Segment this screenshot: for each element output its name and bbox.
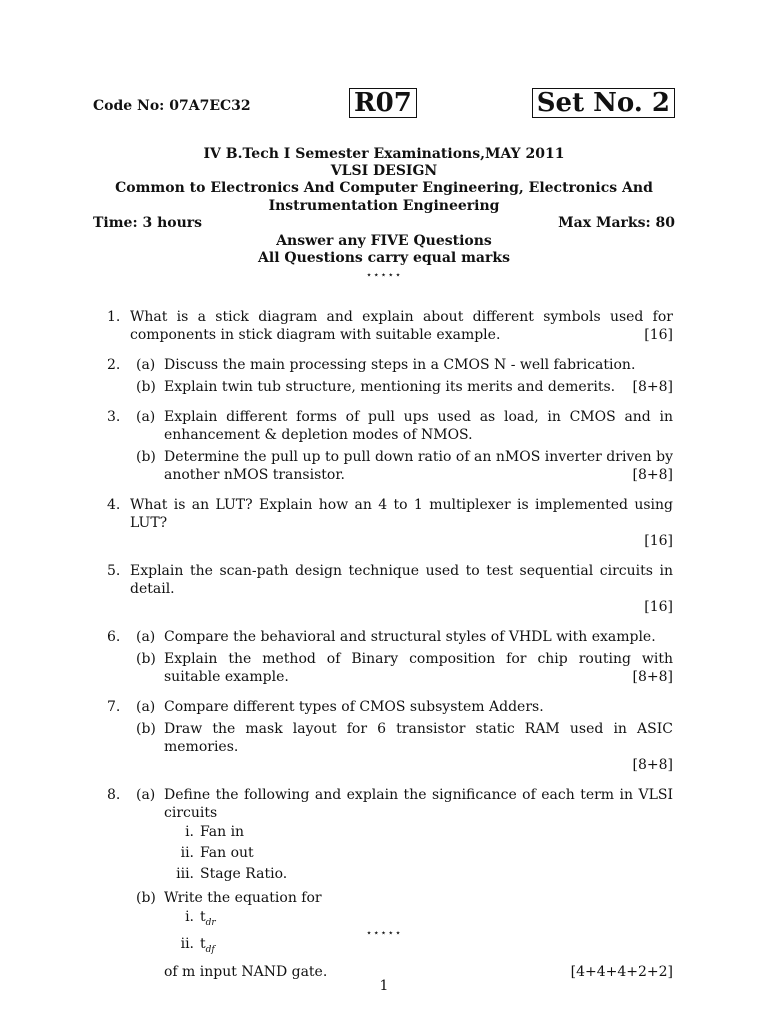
exam-title: IV B.Tech I Semester Examinations,MAY 2011 bbox=[203, 146, 565, 162]
list-item bbox=[164, 864, 673, 885]
subquestion-text: Define the following and explain the significance of each term in VLSI circuits bbox=[164, 787, 673, 821]
list-item-label: i. bbox=[185, 824, 194, 840]
question-marks: [4+4+4+2+2] bbox=[570, 963, 673, 980]
list-item-label: i. bbox=[185, 909, 194, 925]
subquestion-a bbox=[130, 786, 673, 885]
common-to-line-1: Common to Electronics And Computer Engineering, Electronics And bbox=[115, 180, 653, 196]
list-item-text: Fan in bbox=[200, 824, 245, 840]
question-1 bbox=[93, 308, 673, 344]
list-item bbox=[164, 843, 673, 864]
question-tail-text: of m input NAND gate. bbox=[164, 963, 328, 980]
equation-term: $t_{df}$ bbox=[200, 935, 215, 955]
subquestion-label: (a) bbox=[136, 357, 156, 373]
subquestion-text: Discuss the main processing steps in a CMOS N - well fabrication. bbox=[164, 357, 636, 373]
time-marks-row bbox=[93, 215, 675, 233]
subquestion-b bbox=[130, 378, 673, 396]
question-7 bbox=[93, 698, 673, 774]
subquestion-label: (a) bbox=[136, 787, 156, 803]
subquestion-label: (b) bbox=[136, 721, 156, 737]
list-item-text: Fan out bbox=[200, 845, 254, 861]
question-number: 6. bbox=[107, 629, 121, 645]
subquestion-label: (b) bbox=[136, 890, 156, 906]
subquestion-label: (b) bbox=[136, 379, 156, 395]
question-marks: [16] bbox=[644, 533, 673, 549]
instruction-marks: All Questions carry equal marks bbox=[258, 250, 510, 266]
subquestion-a bbox=[130, 628, 673, 646]
question-text: Explain the scan-path design technique used to test sequential circuits in detail. bbox=[130, 563, 673, 597]
subquestion-a bbox=[130, 408, 673, 444]
question-6 bbox=[93, 628, 673, 686]
subquestion-text: Compare the behavioral and structural styles of VHDL with example. bbox=[164, 629, 656, 645]
question-2 bbox=[93, 356, 673, 396]
subquestion-label: (a) bbox=[136, 699, 156, 715]
stars-separator-top: ⋆⋆⋆⋆⋆ bbox=[365, 270, 403, 281]
subquestion-label: (a) bbox=[136, 629, 156, 645]
question-text: What is a stick diagram and explain about different symbols used for components in stick diagram with suitable example. bbox=[130, 309, 673, 343]
question-list bbox=[93, 308, 673, 993]
list-item-text: Stage Ratio. bbox=[200, 866, 288, 882]
subquestion-label: (b) bbox=[136, 449, 156, 465]
question-number: 7. bbox=[107, 699, 121, 715]
page-number: 1 bbox=[379, 978, 389, 994]
subquestion-text: Compare different types of CMOS subsystem Adders. bbox=[164, 699, 544, 715]
subquestion-text: Explain the method of Binary composition for chip routing with suitable example. bbox=[164, 651, 673, 685]
subquestion-text: Determine the pull up to pull down ratio of an nMOS inverter driven by another nMOS transistor. bbox=[164, 449, 673, 483]
subquestion-text: Explain twin tub structure, mentioning its merits and demerits. bbox=[164, 379, 616, 395]
question-marks: [8+8] bbox=[632, 757, 673, 773]
header bbox=[93, 88, 675, 120]
subquestion-a bbox=[130, 698, 673, 716]
equation-term: $t_{dr}$ bbox=[200, 909, 216, 928]
set-number-box: Set No. 2 bbox=[532, 88, 675, 118]
subquestion-text: Draw the mask layout for 6 transistor static RAM used in ASIC memories. bbox=[164, 721, 673, 755]
question-5 bbox=[93, 562, 673, 616]
question-number: 2. bbox=[107, 357, 121, 373]
question-marks: [8+8] bbox=[632, 467, 673, 483]
instruction-answer: Answer any FIVE Questions bbox=[276, 233, 492, 249]
subquestion-b bbox=[130, 720, 673, 774]
list-item bbox=[164, 822, 673, 843]
subquestion-b bbox=[130, 650, 673, 686]
regulation-box: R07 bbox=[349, 88, 417, 118]
subquestion-b bbox=[130, 448, 673, 484]
question-4 bbox=[93, 496, 673, 550]
subquestion-a bbox=[130, 356, 673, 374]
question-number: 3. bbox=[107, 409, 121, 425]
question-marks: [8+8] bbox=[632, 379, 673, 395]
question-number: 8. bbox=[107, 787, 121, 803]
subquestion-text: Explain different forms of pull ups used as load, in CMOS and in enhancement & depletion modes of NMOS. bbox=[164, 409, 673, 443]
question-marks: [16] bbox=[644, 599, 673, 615]
subject-title: VLSI DESIGN bbox=[330, 163, 438, 179]
subquestion-label: (a) bbox=[136, 409, 156, 425]
subquestion-text: Write the equation for bbox=[164, 890, 322, 906]
question-8 bbox=[93, 786, 673, 981]
question-marks: [16] bbox=[644, 327, 673, 343]
question-marks: [8+8] bbox=[632, 669, 673, 685]
list-item-label: iii. bbox=[176, 866, 194, 882]
list-item-label: ii. bbox=[180, 845, 194, 861]
common-to-line-2: Instrumentation Engineering bbox=[268, 198, 500, 214]
question-text: What is an LUT? Explain how an 4 to 1 multiplexer is implemented using LUT? bbox=[130, 497, 673, 531]
time-label: Time: 3 hours bbox=[93, 215, 203, 231]
stars-separator-bottom: ⋆⋆⋆⋆⋆ bbox=[365, 928, 403, 939]
code-number: Code No: 07A7EC32 bbox=[93, 98, 251, 114]
list-item-label: ii. bbox=[180, 935, 194, 952]
subquestion-label: (b) bbox=[136, 651, 156, 667]
max-marks-label: Max Marks: 80 bbox=[558, 215, 675, 231]
question-number: 1. bbox=[107, 309, 121, 325]
question-number: 5. bbox=[107, 563, 121, 579]
question-number: 4. bbox=[107, 497, 121, 513]
question-3 bbox=[93, 408, 673, 484]
